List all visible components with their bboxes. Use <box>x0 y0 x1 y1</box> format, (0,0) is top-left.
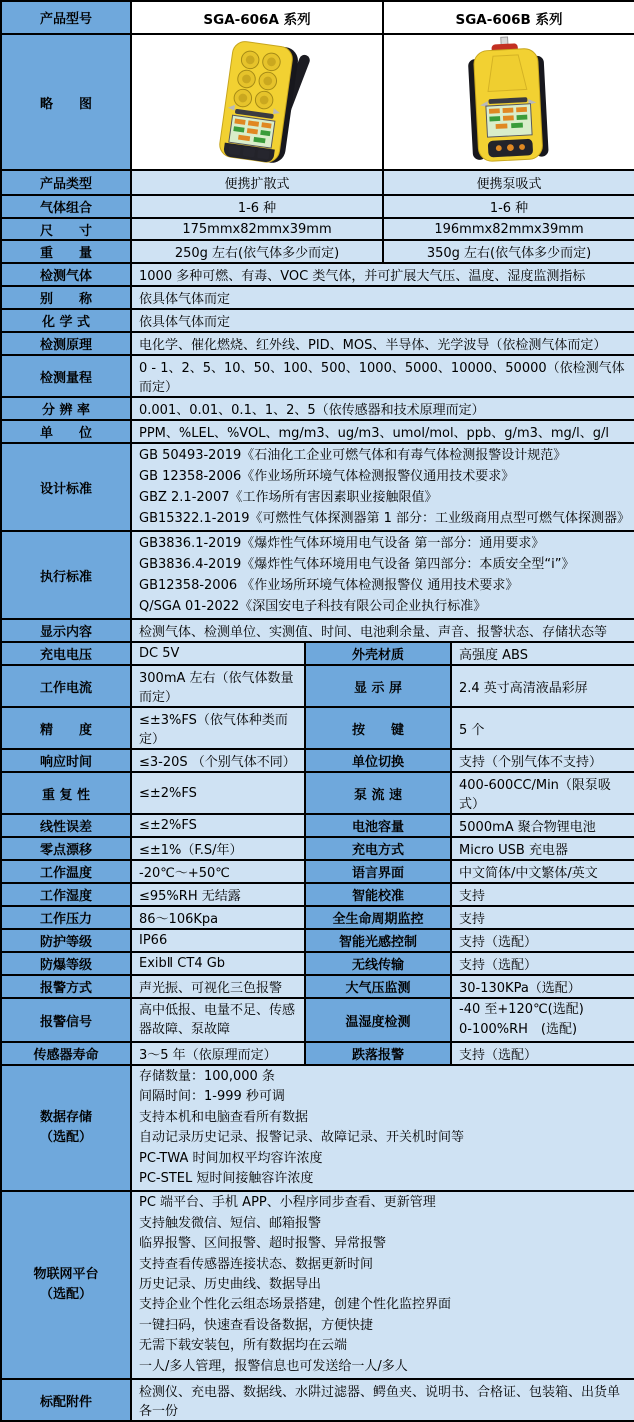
row-design-standards <box>1 443 634 531</box>
series-a-title: SGA-606A 系列 <box>131 1 383 34</box>
label-line: 物联网平台 <box>33 1267 99 1283</box>
spec-label: 大气压监测 <box>305 975 451 998</box>
spec-value: 0.001、0.01、0.1、1、2、5（依传感器和技术原理而定） <box>131 397 634 420</box>
spec-label: 别 称 <box>1 286 131 309</box>
iot-platform-value <box>131 1191 634 1379</box>
feature-line: PC-TWA 时间加权平均容许浓度 <box>139 1150 323 1166</box>
row-iot-platform <box>1 1191 634 1379</box>
feature-line: 历史记录、历史曲线、数据导出 <box>139 1277 322 1293</box>
spec-value: ≤3-20S （个别气体不同） <box>131 749 305 772</box>
spec-value: 高强度 ABS <box>451 642 634 665</box>
row-chemical-formula <box>1 309 634 332</box>
row-dimensions <box>1 218 634 240</box>
spec-label: 泵 流 速 <box>305 772 451 814</box>
row-linearity-error <box>1 814 634 837</box>
row-alias <box>1 286 634 309</box>
row-repeatability <box>1 772 634 814</box>
spec-label: 产品类型 <box>1 170 131 195</box>
spec-label: 传感器寿命 <box>1 1042 131 1065</box>
spec-label: 防护等级 <box>1 929 131 952</box>
spec-label: 工作电流 <box>1 665 131 707</box>
spec-label: 零点漂移 <box>1 837 131 860</box>
standard-line: GBZ 2.1-2007《工作场所有害因素职业接触限值》 <box>139 490 438 505</box>
spec-value: 依具体气体而定 <box>131 286 634 309</box>
feature-line: 一人/多人管理，报警信息也可发送给一人/多人 <box>139 1358 408 1374</box>
device-a-cell <box>131 34 383 170</box>
row-alarm-signal <box>1 998 634 1042</box>
iot-platform-label <box>1 1191 131 1379</box>
spec-value: Micro USB 充电器 <box>451 837 634 860</box>
row-working-current <box>1 665 634 707</box>
spec-label: 精 度 <box>1 707 131 749</box>
feature-line: 一键扫码，快速查看设备数据，方便快捷 <box>139 1317 374 1333</box>
spec-label: 充电方式 <box>305 837 451 860</box>
device-b-image <box>384 36 634 168</box>
spec-label: 重 量 <box>1 240 131 263</box>
device-a-image <box>132 36 382 168</box>
feature-line: PC-STEL 短时间接触容许浓度 <box>139 1171 314 1187</box>
row-execution-standards <box>1 531 634 619</box>
feature-line: PC 端平台、手机 APP、小程序同步查看、更新管理 <box>139 1195 436 1211</box>
spec-value: 支持 <box>451 883 634 906</box>
row-data-storage <box>1 1065 634 1191</box>
row-product-type <box>1 170 634 195</box>
spec-value: 3～5 年（依原理而定） <box>131 1042 305 1065</box>
feature-line: 支持企业个性化云组态场景搭建，创建个性化监控界面 <box>139 1297 452 1313</box>
row-working-temperature <box>1 860 634 883</box>
row-charge-voltage <box>1 642 634 665</box>
spec-value-a: 175mmx82mmx39mm <box>131 218 383 240</box>
spec-value: 高中低报、电量不足、传感器故障、泵故障 <box>131 998 305 1042</box>
spec-value: ≤±3%FS（依气体种类而定） <box>131 707 305 749</box>
spec-label: 化 学 式 <box>1 309 131 332</box>
row-explosion-proof-rating <box>1 952 634 975</box>
spec-value: 86～106Kpa <box>131 906 305 929</box>
spec-label: 单 位 <box>1 420 131 443</box>
spec-value: 声光振、可视化三色报警 <box>131 975 305 998</box>
standard-line: GB12358-2006 《作业场所环境气体检测报警仪 通用技术要求》 <box>139 578 519 593</box>
feature-line: 存储数量：100,000 条 <box>139 1069 275 1084</box>
label-line: （选配） <box>39 1287 92 1303</box>
spec-value-b: 便携泵吸式 <box>383 170 634 195</box>
row-resolution <box>1 397 634 420</box>
spec-value: ≤±2%FS <box>131 814 305 837</box>
feature-line: 无需下载安装包，所有数据均在云端 <box>139 1338 348 1354</box>
spec-label: 单位切换 <box>305 749 451 772</box>
spec-value: IP66 <box>131 929 305 952</box>
row-protection-rating <box>1 929 634 952</box>
spec-value-a: 250g 左右(依气体多少而定) <box>131 240 383 263</box>
spec-label: 智能光感控制 <box>305 929 451 952</box>
spec-value: 400-600CC/Min（限泵吸式） <box>451 772 634 814</box>
spec-label: 显示内容 <box>1 619 131 642</box>
spec-value: 检测仪、充电器、数据线、水阱过滤器、鳄鱼夹、说明书、合格证、包装箱、出货单各一份 <box>131 1379 634 1421</box>
spec-label: 防爆等级 <box>1 952 131 975</box>
spec-value-b: 1-6 种 <box>383 195 634 218</box>
row-sketch <box>1 34 634 170</box>
spec-value: 支持（选配） <box>451 952 634 975</box>
data-storage-label <box>1 1065 131 1191</box>
spec-label: 工作温度 <box>1 860 131 883</box>
spec-value: DC 5V <box>131 642 305 665</box>
spec-label: 线性误差 <box>1 814 131 837</box>
row-detected-gas <box>1 263 634 286</box>
spec-value-a: 便携扩散式 <box>131 170 383 195</box>
spec-label: 设计标准 <box>1 443 131 531</box>
product-model-label: 产品型号 <box>1 1 131 34</box>
spec-value: 300mA 左右（依气体数量而定） <box>131 665 305 707</box>
label-line: 数据存储 <box>39 1110 92 1126</box>
spec-label: 显 示 屏 <box>305 665 451 707</box>
spec-label: 语言界面 <box>305 860 451 883</box>
row-weight <box>1 240 634 263</box>
spec-value: 支持（选配） <box>451 1042 634 1065</box>
device-b-cell <box>383 34 634 170</box>
spec-label: 工作湿度 <box>1 883 131 906</box>
feature-line: 支持本机和电脑查看所有数据 <box>139 1109 309 1125</box>
spec-label: 检测气体 <box>1 263 131 286</box>
spec-label: 智能校准 <box>305 883 451 906</box>
spec-label: 报警信号 <box>1 998 131 1042</box>
spec-value: 30-130KPa（选配） <box>451 975 634 998</box>
row-working-pressure <box>1 906 634 929</box>
feature-line: 自动记录历史记录、报警记录、故障记录、开关机时间等 <box>139 1130 465 1146</box>
row-accuracy <box>1 707 634 749</box>
row-sensor-life <box>1 1042 634 1065</box>
spec-value: ≤±2%FS <box>131 772 305 814</box>
spec-label: 响应时间 <box>1 749 131 772</box>
standard-line: GB3836.1-2019《爆炸性气体环境用电气设备 第一部分：通用要求》 <box>139 536 545 551</box>
spec-label: 工作压力 <box>1 906 131 929</box>
feature-line: 临界报警、区间报警、超时报警、异常报警 <box>139 1236 387 1252</box>
spec-value: -20℃～+50℃ <box>131 860 305 883</box>
spec-label: 跌落报警 <box>305 1042 451 1065</box>
spec-value: 5000mA 聚合物锂电池 <box>451 814 634 837</box>
row-standard-accessories <box>1 1379 634 1421</box>
spec-label: 报警方式 <box>1 975 131 998</box>
spec-value-a: 1-6 种 <box>131 195 383 218</box>
design-standards-value <box>131 443 634 531</box>
spec-label: 气体组合 <box>1 195 131 218</box>
row-detection-principle <box>1 332 634 355</box>
spec-value: 中文简体/中文繁体/英文 <box>451 860 634 883</box>
spec-label: 检测原理 <box>1 332 131 355</box>
spec-value: 支持（个别气体不支持） <box>451 749 634 772</box>
feature-line: 支持查看传感器连接状态、数据更新时间 <box>139 1256 374 1272</box>
row-response-time <box>1 749 634 772</box>
standard-line: GB 50493-2019《石油化工企业可燃气体和有毒气体检测报警设计规范》 <box>139 448 567 463</box>
standard-line: GB15322.1-2019《可燃性气体探测器第 1 部分：工业级商用点型可燃气体探测器》 <box>139 511 631 526</box>
execution-standards-value <box>131 531 634 619</box>
spec-value: 0 - 1、2、5、10、50、100、500、1000、5000、10000、50000（依检测气体而定） <box>131 355 634 397</box>
spec-value: PPM、%LEL、%VOL、mg/m3、ug/m3、umol/mol、ppb、g/m3、mg/l、g/l <box>131 420 634 443</box>
spec-label: 重 复 性 <box>1 772 131 814</box>
spec-value: 电化学、催化燃烧、红外线、PID、MOS、半导体、光学波导（依检测气体而定） <box>131 332 634 355</box>
value-line: 0-100%RH (选配) <box>459 1022 578 1037</box>
spec-label: 分 辨 率 <box>1 397 131 420</box>
spec-value: 2.4 英寸高清液晶彩屏 <box>451 665 634 707</box>
spec-label: 电池容量 <box>305 814 451 837</box>
spec-label: 充电电压 <box>1 642 131 665</box>
spec-value: 依具体气体而定 <box>131 309 634 332</box>
spec-value: 5 个 <box>451 707 634 749</box>
spec-value: ExibⅡ CT4 Gb <box>131 952 305 975</box>
spec-label: 全生命周期监控 <box>305 906 451 929</box>
temp-humidity-value <box>451 998 634 1042</box>
spec-label: 检测量程 <box>1 355 131 397</box>
data-storage-value <box>131 1065 634 1191</box>
spec-value: ≤±1%（F.S/年） <box>131 837 305 860</box>
spec-label: 无线传输 <box>305 952 451 975</box>
row-zero-drift <box>1 837 634 860</box>
row-alarm-mode <box>1 975 634 998</box>
row-working-humidity <box>1 883 634 906</box>
spec-value-b: 350g 左右(依气体多少而定) <box>383 240 634 263</box>
spec-label: 执行标准 <box>1 531 131 619</box>
spec-label: 标配附件 <box>1 1379 131 1421</box>
series-b-title: SGA-606B 系列 <box>383 1 634 34</box>
sketch-label: 略 图 <box>1 34 131 170</box>
spec-label: 按 键 <box>305 707 451 749</box>
standard-line: GB 12358-2006《作业场所环境气体检测报警仪通用技术要求》 <box>139 469 515 484</box>
spec-value: 支持（选配） <box>451 929 634 952</box>
row-display-content <box>1 619 634 642</box>
row-gas-combination <box>1 195 634 218</box>
standard-line: Q/SGA 01-2022《深国安电子科技有限公司企业执行标准》 <box>139 599 487 614</box>
spec-value-b: 196mmx82mmx39mm <box>383 218 634 240</box>
value-line: -40 至+120℃(选配) <box>459 1002 584 1017</box>
standard-line: GB3836.4-2019《爆炸性气体环境用电气设备 第四部分：本质安全型“i”》 <box>139 557 575 572</box>
spec-label: 外壳材质 <box>305 642 451 665</box>
spec-value: 1000 多种可燃、有毒、VOC 类气体，并可扩展大气压、温度、湿度监测指标 <box>131 263 634 286</box>
spec-value: 检测气体、检测单位、实测值、时间、电池剩余量、声音、报警状态、存储状态等 <box>131 619 634 642</box>
label-line: （选配） <box>39 1130 92 1146</box>
spec-label: 温湿度检测 <box>305 998 451 1042</box>
spec-label: 尺 寸 <box>1 218 131 240</box>
row-product-model <box>1 1 634 34</box>
spec-value: 支持 <box>451 906 634 929</box>
feature-line: 支持触发微信、短信、邮箱报警 <box>139 1215 322 1231</box>
row-detection-range <box>1 355 634 397</box>
row-units <box>1 420 634 443</box>
feature-line: 间隔时间：1-999 秒可调 <box>139 1089 285 1105</box>
spec-value: ≤95%RH 无结露 <box>131 883 305 906</box>
